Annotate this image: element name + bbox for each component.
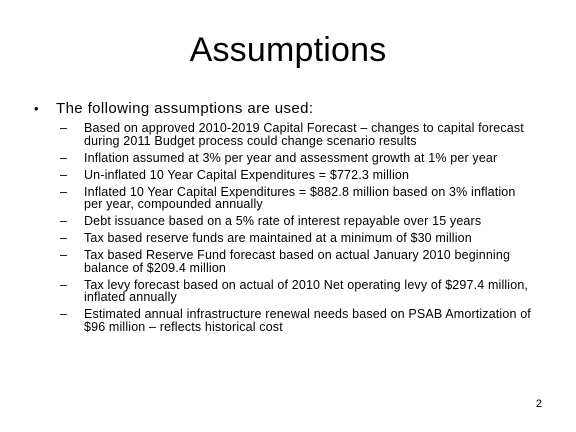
list-item [60,169,554,182]
list-item [60,232,554,245]
list-item-text: Based on approved 2010-2019 Capital Forecast – changes to capital forecast during 2011 Budget process could change scenario results [84,121,524,148]
dash-icon: – [60,214,68,228]
list-item [60,308,554,333]
assumption-list [60,122,554,333]
list-item-text: Debt issuance based on a 5% rate of interest repayable over 15 years [84,214,482,228]
dash-icon: – [60,277,68,292]
list-item [60,122,554,147]
slide-body [34,100,554,338]
dash-icon: – [60,231,68,245]
list-item-text: Inflated 10 Year Capital Expenditures = $882.8 million based on 3% inflation per year, compounded annually [84,184,516,211]
list-item-text: Estimated annual infrastructure renewal needs based on PSAB Amortization of $96 million – reflects historical cost [84,307,531,334]
list-item-text: Tax based Reserve Fund forecast based on actual January 2010 beginning balance of $209.4 million [84,248,511,275]
dash-icon: – [60,307,68,321]
list-item-text: Un-inflated 10 Year Capital Expenditures = $772.3 million [84,167,410,182]
list-item-text: Tax levy forecast based on actual of 2010 Net operating levy of $297.4 million, inflated annually [84,277,529,304]
list-item [60,279,554,304]
bullet-icon: • [34,101,39,116]
dash-icon: – [60,184,68,199]
intro-text: The following assumptions are used: [56,100,314,117]
dash-icon: – [60,150,68,165]
dash-icon: – [60,121,68,135]
list-item [60,215,554,228]
page-number: 2 [535,398,542,410]
list-item-text: Tax based reserve funds are maintained at a minimum of $30 million [84,231,472,245]
list-item [60,152,554,165]
slide-title: Assumptions [189,31,387,69]
dash-icon: – [60,167,68,182]
dash-icon: – [60,248,68,262]
intro-bullet-item [34,100,554,117]
list-item [60,186,554,211]
list-item [60,249,554,274]
list-item-text: Inflation assumed at 3% per year and assessment growth at 1% per year [84,150,498,165]
